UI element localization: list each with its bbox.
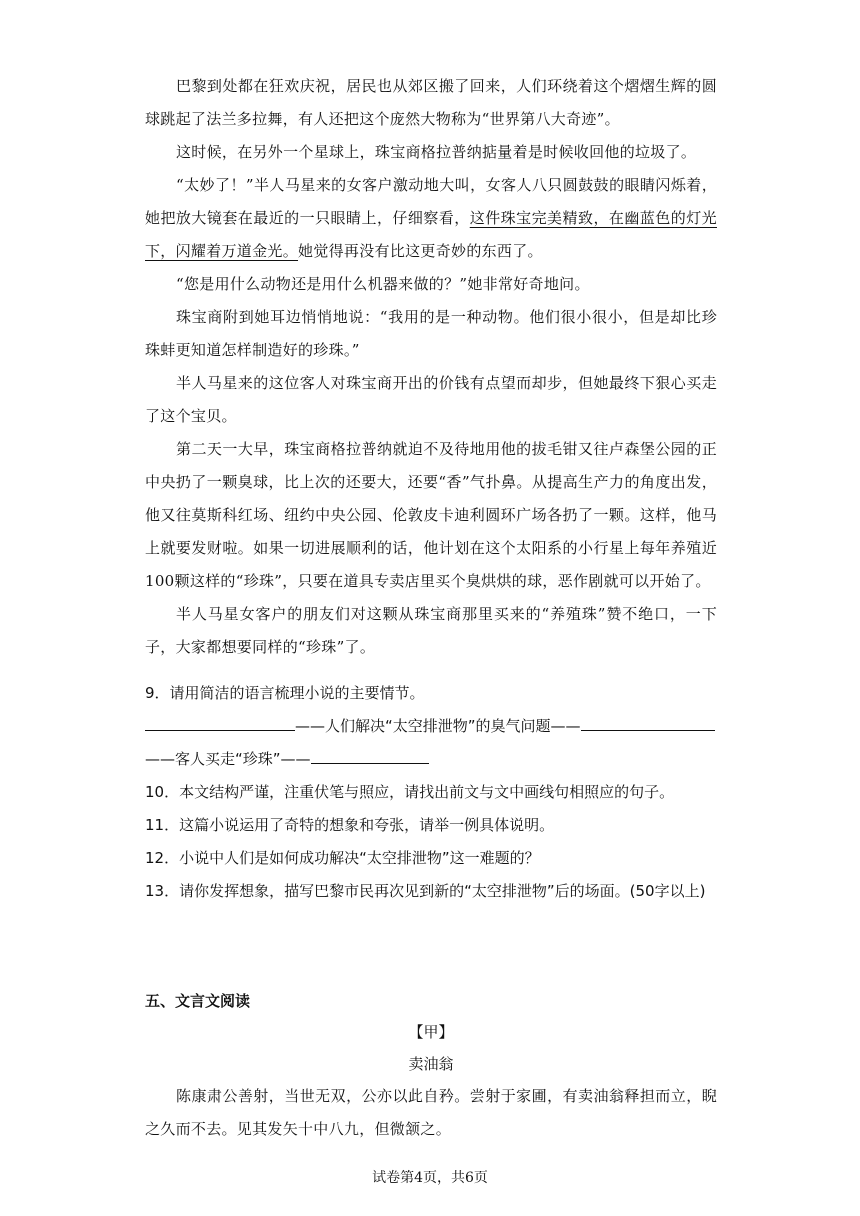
story-paragraph-8: 半人马星女客户的朋友们对这颗从珠宝商那里买来的“养殖珠”赞不绝口，一下子，大家都想要同样的“珍珠”了。 [145,605,717,656]
story-paragraph-3-tail: 她觉得再没有比这更奇妙的东西了。 [298,242,543,260]
page-footer: 试卷第4页，共6页 [372,1170,488,1186]
question-9: 9．请用简洁的语言梳理小说的主要情节。 [145,684,425,702]
outline-middle-1: ——人们解决“太空排泄物”的臭气问题—— [295,717,581,735]
passage-label: 【甲】 [408,1023,454,1041]
story-paragraph-3 [145,169,717,268]
story-paragraph-3-text: “太妙了！”半人马星来的女客户激动地大叫，女客人八只圆鼓鼓的眼睛闪烁着，她把放大镜套在最近的一只眼睛上，仔细察看， [145,176,717,227]
section-heading: 五、文言文阅读 [145,992,251,1010]
answer-blank-3[interactable] [311,747,429,764]
story-paragraph-6: 半人马星来的这位客人对珠宝商开出的价钱有点望而却步，但她最终下狠心买走了这个宝贝。 [145,374,717,425]
underlined-sentence: 这件珠宝完美精致，在幽蓝色的灯光下，闪耀着万道金光。 [145,209,717,260]
story-paragraph-2: 这时候，在另外一个星球上，珠宝商格拉普纳掂量着是时候收回他的垃圾了。 [176,143,697,161]
question-10: 10．本文结构严谨，注重伏笔与照应，请找出前文与文中画线句相照应的句子。 [145,783,675,801]
story-paragraph-1: 巴黎到处都在狂欢庆祝，居民也从郊区搬了回来，人们环绕着这个熠熠生辉的圆球跳起了法兰多拉舞，有人还把这个庞然大物称为“世界第八大奇迹”。 [145,77,717,128]
story-paragraph-4: “您是用什么动物还是用什么机器来做的？”她非常好奇地问。 [176,275,590,293]
classical-passage: 陈康肃公善射，当世无双，公亦以此自矜。尝射于家圃，有卖油翁释担而立，睨之久而不去。见其发矢十中八九，但微颔之。 [145,1087,717,1138]
question-12: 12．小说中人们是如何成功解决“太空排泄物”这一难题的？ [145,849,540,867]
answer-blank-2[interactable] [581,714,715,731]
answer-blank-1[interactable] [145,714,295,731]
outline-middle-2: ——客人买走“珍珠”—— [145,750,311,768]
story-paragraph-7: 第二天一大早，珠宝商格拉普纳就迫不及待地用他的拔毛钳又往卢森堡公园的正中央扔了一颗臭球，比上次的还要大，还要“香”气扑鼻。从提高生产力的角度出发，他又往莫斯科红场、纽约中央公园、伦敦皮卡迪利圆环广场各扔了一颗。这样，他马上就要发财啦。如果一切进展顺利的话，他计划在这个太阳系的小行星上每年养殖近100颗这样的“珍珠”，只要在道具专卖店里买个臭烘烘的球，恶作剧就可以开始了。 [145,440,717,590]
question-11: 11．这篇小说运用了奇特的想象和夸张，请举一例具体说明。 [145,816,555,834]
question-13: 13．请你发挥想象，描写巴黎市民再次见到新的“太空排泄物”后的场面。(50字以上) [145,882,706,900]
passage-title: 卖油翁 [408,1055,454,1073]
question-9-outline-line-1 [145,710,725,743]
story-paragraph-5: 珠宝商附到她耳边悄悄地说：“我用的是一种动物。他们很小很小，但是却比珍珠蚌更知道怎样制造好的珍珠。” [145,308,717,359]
question-9-outline-line-2 [145,743,725,776]
